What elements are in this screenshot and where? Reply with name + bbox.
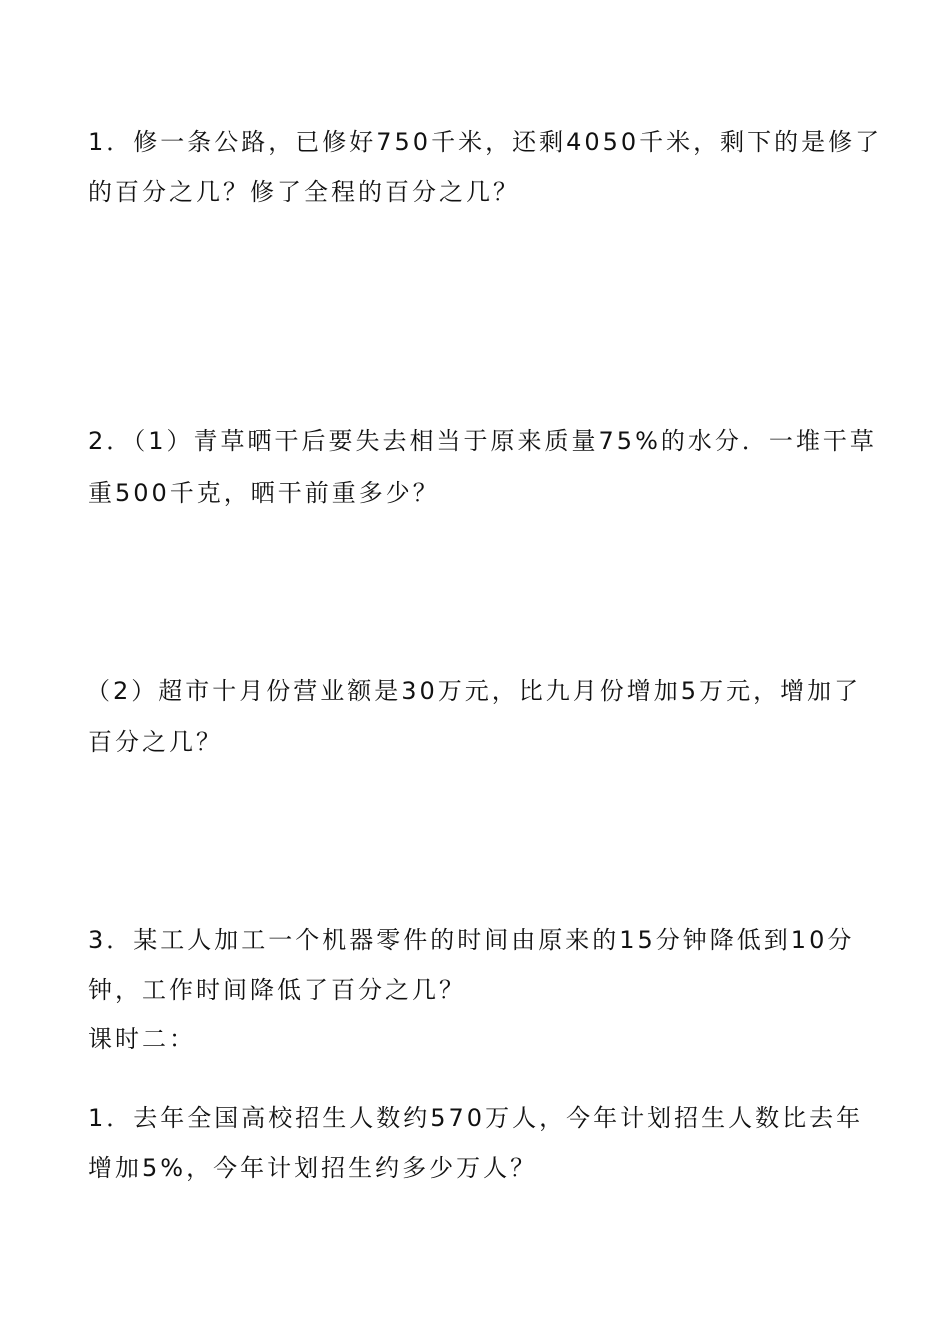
problem-1-line-2: 的百分之几？修了全程的百分之几？ <box>88 178 520 206</box>
problem-2-1-line-1: 2．（1）青草晒干后要失去相当于原来质量75%的水分．一堆干草 <box>88 427 877 455</box>
problem-1-line-1: 1．修一条公路，已修好750千米，还剩4050千米，剩下的是修了 <box>88 128 883 156</box>
lesson-2-heading: 课时二： <box>88 1025 196 1053</box>
problem-2-2-line-2: 百分之几？ <box>88 728 223 756</box>
problem-3-line-1: 3．某工人加工一个机器零件的时间由原来的15分钟降低到10分 <box>88 926 855 954</box>
problem-3-line-2: 钟，工作时间降低了百分之几？ <box>88 976 466 1004</box>
problem-2-1-line-2: 重500千克，晒干前重多少？ <box>88 479 440 507</box>
problem-2-2-line-1: （2）超市十月份营业额是30万元，比九月份增加5万元，增加了 <box>86 677 862 705</box>
lesson-2-problem-1-line-1: 1．去年全国高校招生人数约570万人，今年计划招生人数比去年 <box>88 1104 864 1132</box>
lesson-2-problem-1-line-2: 增加5%，今年计划招生约多少万人？ <box>88 1154 538 1182</box>
